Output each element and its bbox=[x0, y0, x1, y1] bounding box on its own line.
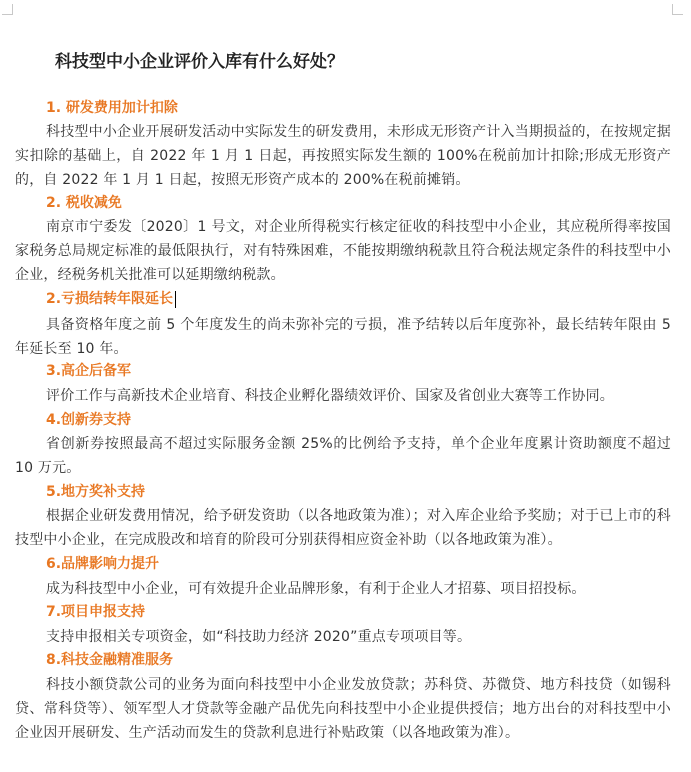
section-body: 省创新券按照最高不超过实际服务金额 25%的比例给予支持，单个企业年度累计资助额度不超过 10 万元。 bbox=[15, 436, 671, 476]
section-body: 评价工作与高新技术企业培育、科技企业孵化器绩效评价、国家及省创业大赛等工作协同。 bbox=[46, 388, 614, 404]
section-heading-text: 2.亏损结转年限延长 bbox=[46, 291, 174, 307]
section-heading: 5.地方奖补支持 bbox=[46, 484, 146, 500]
section-body: 科技小额贷款公司的业务为面向科技型中小企业发放贷款；苏科贷、苏微贷、地方科技贷（如锡科贷、常科贷等）、领军型人才贷款等金融产品优先向科技型中小企业提供授信；地方出台的对科技型中小企业因开展研发、生产活动而发生的贷款利息进行补贴政策（以各地政策为准）。 bbox=[15, 677, 671, 741]
section-heading: 1. 研发费用加计扣除 bbox=[46, 100, 178, 116]
section-heading: 6.品牌影响力提升 bbox=[46, 556, 160, 572]
section-heading: 2. 税收减免 bbox=[46, 195, 122, 211]
section-body: 成为科技型中小企业，可有效提升企业品牌形象，有利于企业人才招募、项目招投标。 bbox=[46, 581, 586, 597]
corner-mark-left bbox=[2, 4, 13, 15]
section-body: 支持申报相关专项资金，如“科技助力经济 2020”重点专项项目等。 bbox=[46, 629, 472, 645]
section-body: 科技型中小企业开展研发活动中实际发生的研发费用，未形成无形资产计入当期损益的，在按规定据实扣除的基础上，自 2022 年 1 月 1 日起，再按照实际发生额的 100%在税前加计扣除;形成无形资产的，自 2022 年 1 月 1 日起，按照无形资产成本的 200%在税前摊销。 bbox=[15, 124, 671, 188]
section-body: 南京市宁委发〔2020〕1 号文，对企业所得税实行核定征收的科技型中小企业，其应税所得率按国家税务总局规定标准的最低限执行，对有特殊困难，不能按期缴纳税款且符合税法规定条件的科技型中小企业，经税务机关批准可以延期缴纳税款。 bbox=[15, 219, 671, 283]
section-heading: 4.创新券支持 bbox=[46, 412, 132, 428]
section-body: 根据企业研发费用情况，给予研发资助（以各地政策为准）；对入库企业给予奖励；对于已上市的科技型中小企业，在完成股改和培育的阶段可分别获得相应资金补助（以各地政策为准）。 bbox=[15, 508, 671, 548]
section-heading bbox=[46, 288, 176, 310]
section-heading: 8.科技金融精准服务 bbox=[46, 652, 174, 668]
text-cursor bbox=[175, 291, 176, 308]
section-body: 具备资格年度之前 5 个年度发生的尚未弥补完的亏损，准予结转以后年度弥补，最长结转年限由 5 年延长至 10 年。 bbox=[15, 317, 671, 357]
section-heading: 3.高企后备军 bbox=[46, 363, 132, 379]
section-heading: 7.项目申报支持 bbox=[46, 604, 146, 620]
page-title: 科技型中小企业评价入库有什么好处？ bbox=[55, 52, 344, 72]
corner-mark-right bbox=[672, 4, 683, 15]
